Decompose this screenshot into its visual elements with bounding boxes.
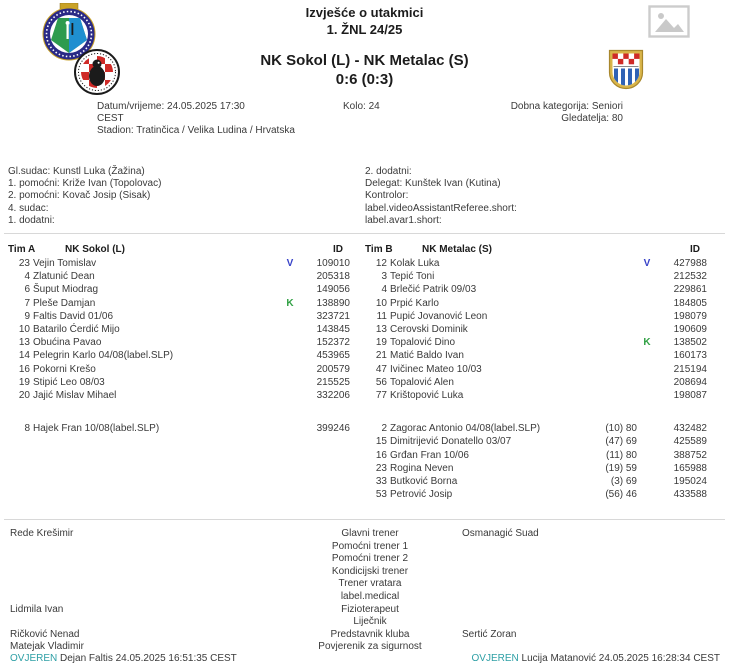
player-row — [365, 349, 707, 362]
match-round: Kolo: 24 — [343, 101, 380, 112]
player-id: 138502 — [673, 337, 707, 349]
player-name: Obućina Pavao — [33, 337, 102, 349]
player-sub-info — [589, 323, 637, 336]
official-entry: 1. pomoćni: Križe Ivan (Topolovac) — [8, 178, 162, 190]
player-badge — [637, 283, 657, 296]
match-stadium: Stadion: Tratinčica / Velika Ludina / Hrvatska — [97, 125, 295, 136]
player-id: 200579 — [316, 363, 350, 375]
report-title: Izvješće o utakmici — [305, 5, 424, 20]
match-title: NK Sokol (L) - NK Metalac (S) — [260, 52, 469, 69]
staff-role-label: Fizioterapeut — [341, 603, 399, 615]
player-name: Batarilo Ćerdić Mijo — [33, 324, 120, 336]
player-name: Zlatunić Dean — [33, 271, 95, 283]
verification-left — [10, 653, 237, 665]
player-sub-info — [589, 310, 637, 323]
staff-section — [0, 528, 729, 654]
player-number: 2 — [381, 423, 387, 435]
official-entry: label.videoAssistantReferee.short: — [365, 202, 517, 214]
player-sub-info — [232, 310, 280, 323]
verified-status-left: OVJEREN — [10, 653, 58, 664]
staff-row — [0, 629, 729, 642]
player-badge: K — [643, 337, 651, 349]
player-id: 190609 — [673, 324, 707, 336]
player-sub-info: (11) 80 — [606, 449, 637, 461]
player-badge — [280, 422, 300, 435]
official-entry: Gl.sudac: Kunstl Luka (Žažina) — [8, 166, 145, 177]
staff-role-label: Povjerenik za sigurnost — [318, 641, 422, 653]
player-sub-info — [232, 389, 280, 402]
player-badge — [637, 323, 657, 336]
player-badge — [280, 363, 300, 376]
official-entry: 4. sudac: — [8, 202, 49, 214]
player-badge — [280, 323, 300, 336]
player-number: 10 — [18, 324, 30, 336]
staff-role-label: label.medical — [340, 590, 400, 602]
player-row — [365, 323, 707, 336]
player-row — [365, 297, 707, 310]
player-id: 109010 — [316, 258, 350, 269]
player-row — [8, 363, 350, 376]
player-sub-info — [589, 363, 637, 376]
player-badge — [280, 283, 300, 296]
player-number: 4 — [381, 284, 387, 296]
officials-left-column — [8, 166, 161, 227]
player-number: 16 — [375, 449, 387, 461]
player-sub-info: (47) 69 — [605, 436, 637, 448]
player-id: 332206 — [316, 390, 350, 402]
player-number: 12 — [375, 258, 387, 269]
roster-b-header — [365, 243, 707, 257]
player-badge — [637, 462, 657, 475]
player-id: 432482 — [673, 423, 707, 435]
player-id: 399246 — [316, 423, 350, 435]
player-name: Jajić Mislav Mihael — [33, 390, 117, 402]
player-id: 195024 — [673, 476, 707, 488]
player-number: 4 — [24, 271, 30, 283]
player-number: 9 — [24, 310, 30, 322]
player-row — [8, 422, 350, 435]
player-number: 23 — [375, 462, 387, 474]
player-sub-info — [232, 376, 280, 389]
player-row — [8, 310, 350, 323]
official-entry: 2. dodatni: — [365, 166, 412, 177]
player-number: 33 — [375, 476, 387, 488]
player-id: 208694 — [673, 376, 707, 388]
player-row — [365, 257, 707, 270]
player-name: Topalović Alen — [390, 376, 454, 388]
player-name: Brlečić Patrik 09/03 — [390, 284, 477, 296]
player-id: 198087 — [673, 390, 707, 402]
player-badge — [280, 336, 300, 349]
team-b-starters — [365, 257, 707, 402]
player-id: 388752 — [673, 449, 707, 461]
team-a-id-header: ID — [333, 244, 343, 255]
player-name: Matić Baldo Ivan — [390, 350, 464, 362]
player-name: Hajek Fran 10/08(label.SLP) — [33, 423, 160, 435]
staff-role-label: Trener vratara — [338, 578, 402, 590]
player-number: 3 — [381, 271, 387, 283]
player-badge — [280, 270, 300, 283]
player-row — [8, 389, 350, 402]
player-number: 13 — [375, 324, 387, 336]
team-a-substitutes — [8, 422, 350, 435]
player-badge — [280, 310, 300, 323]
player-sub-info — [232, 283, 280, 296]
team-b-club-name: NK Metalac (S) — [422, 244, 493, 255]
player-sub-info — [589, 283, 637, 296]
team-b-id-header: ID — [690, 244, 700, 255]
official-entry: 2. pomoćni: Kovač Josip (Sisak) — [8, 190, 151, 202]
player-number: 53 — [375, 489, 387, 501]
staff-home-name: Rede Krešimir — [10, 528, 74, 539]
player-id: 215194 — [673, 363, 707, 375]
player-name: Topalović Dino — [390, 337, 456, 349]
player-name: Ivičinec Mateo 10/03 — [390, 363, 482, 375]
player-name: Stipić Leo 08/03 — [33, 376, 105, 388]
team-a-starters — [8, 257, 350, 402]
player-name: Faltis David 01/06 — [33, 310, 114, 322]
player-badge — [637, 297, 657, 310]
player-number: 56 — [375, 376, 387, 388]
match-datetime-line2: CEST — [97, 113, 124, 124]
staff-role-label: Predstavnik kluba — [330, 628, 410, 640]
staff-role-label: Glavni trener — [341, 528, 399, 539]
player-row — [365, 449, 707, 462]
player-row — [8, 270, 350, 283]
player-sub-info — [232, 270, 280, 283]
player-sub-info — [232, 363, 280, 376]
player-name: Pokorni Krešo — [33, 363, 96, 375]
staff-role-label: Pomoćni trener 1 — [331, 540, 409, 552]
verified-status-right: OVJEREN — [471, 653, 519, 664]
player-row — [8, 376, 350, 389]
player-name: Šuput Miodrag — [33, 284, 99, 296]
player-badge — [637, 376, 657, 389]
player-id: 165988 — [673, 462, 707, 474]
player-sub-info — [232, 422, 280, 435]
player-row — [8, 257, 350, 270]
staff-row — [0, 553, 729, 566]
player-badge — [280, 389, 300, 402]
player-badge — [637, 349, 657, 362]
player-id: 427988 — [673, 258, 707, 269]
player-name: Grđan Fran 10/06 — [390, 449, 469, 461]
player-badge — [637, 310, 657, 323]
player-number: 10 — [375, 297, 387, 309]
staff-away-name: Sertić Zoran — [462, 628, 517, 640]
player-badge — [637, 389, 657, 402]
player-name: Rogina Neven — [390, 462, 454, 474]
player-id: 323721 — [316, 310, 350, 322]
player-badge — [637, 488, 657, 501]
header-titles — [0, 4, 729, 89]
player-name: Kolak Luka — [390, 258, 440, 269]
officials-right-column — [365, 166, 517, 227]
player-id: 205318 — [316, 271, 350, 283]
player-sub-info: (3) 69 — [610, 476, 637, 488]
player-sub-info — [232, 257, 280, 270]
player-number: 19 — [375, 337, 387, 349]
player-row — [365, 363, 707, 376]
player-number: 23 — [18, 258, 30, 269]
separator-line — [4, 233, 725, 234]
player-name: Tepić Toni — [390, 271, 435, 283]
team-a-label: Tim A — [8, 244, 36, 255]
staff-home-name: Ričković Nenad — [10, 628, 80, 640]
player-sub-info — [232, 323, 280, 336]
match-datetime-line1: Datum/vrijeme: 24.05.2025 17:30 — [97, 101, 245, 112]
verified-by-right: Lucija Matanović 24.05.2025 16:28:34 CEST — [521, 653, 720, 664]
player-number: 77 — [375, 390, 387, 402]
player-sub-info — [589, 376, 637, 389]
player-badge — [637, 449, 657, 462]
player-row — [365, 389, 707, 402]
player-row — [8, 349, 350, 362]
official-entry: Kontrolor: — [365, 190, 409, 202]
player-name: Prpić Karlo — [390, 297, 439, 309]
staff-row — [0, 541, 729, 554]
player-name: Dimitrijević Donatello 03/07 — [390, 436, 512, 448]
player-id: 229861 — [673, 284, 707, 296]
player-row — [365, 270, 707, 283]
team-a-club-name: NK Sokol (L) — [65, 244, 125, 255]
player-badge: V — [286, 258, 294, 269]
player-row — [365, 475, 707, 488]
player-sub-info — [589, 389, 637, 402]
player-sub-info — [232, 336, 280, 349]
verification-footer — [10, 653, 720, 665]
player-row — [8, 297, 350, 310]
match-category: Dobna kategorija: Seniori — [510, 101, 623, 112]
player-id: 160173 — [673, 350, 707, 362]
player-number: 19 — [18, 376, 30, 388]
player-badge — [280, 376, 300, 389]
roster-a-header — [8, 243, 350, 257]
staff-row — [0, 566, 729, 579]
player-row — [8, 283, 350, 296]
player-id: 215525 — [316, 376, 350, 388]
player-number: 15 — [375, 436, 387, 448]
player-name: Zagorac Antonio 04/08(label.SLP) — [390, 423, 541, 435]
player-badge: V — [643, 258, 651, 269]
roster-gap — [8, 402, 350, 422]
player-row — [365, 435, 707, 448]
player-id: 425589 — [673, 436, 707, 448]
staff-role-label: Kondicijski trener — [331, 565, 409, 577]
player-name: Butković Borna — [390, 476, 458, 488]
player-row — [8, 336, 350, 349]
match-score: 0:6 (0:3) — [335, 71, 394, 88]
roster-team-a — [8, 243, 350, 435]
verification-right — [472, 653, 720, 665]
staff-row — [0, 591, 729, 604]
match-attendance: Gledatelja: 80 — [561, 113, 623, 124]
player-sub-info — [589, 297, 637, 310]
official-entry: Delegat: Kunštek Ivan (Kutina) — [365, 178, 501, 190]
player-number: 14 — [18, 350, 30, 362]
player-row — [365, 283, 707, 296]
roster-team-b — [365, 243, 707, 501]
player-row — [365, 488, 707, 501]
player-row — [365, 310, 707, 323]
player-name: Petrović Josip — [390, 489, 453, 501]
staff-row — [0, 616, 729, 629]
official-entry: label.avar1.short: — [365, 214, 442, 226]
verified-by-left: Dejan Faltis 24.05.2025 16:51:35 CEST — [60, 653, 237, 664]
player-badge — [637, 435, 657, 448]
player-name: Vejin Tomislav — [33, 258, 97, 269]
player-name: Pelegrin Karlo 04/08(label.SLP) — [33, 350, 174, 362]
player-badge — [280, 349, 300, 362]
staff-home-name: Lidmila Ivan — [10, 603, 64, 615]
player-number: 20 — [18, 390, 30, 402]
player-id: 138890 — [316, 297, 350, 309]
player-number: 16 — [18, 363, 30, 375]
player-name: Pupić Jovanović Leon — [390, 310, 488, 322]
match-category-attendance — [511, 101, 623, 125]
roster-gap — [365, 402, 707, 422]
player-name: Cerovski Dominik — [390, 324, 468, 336]
player-number: 8 — [24, 423, 30, 435]
player-sub-info — [589, 270, 637, 283]
player-row — [365, 462, 707, 475]
player-sub-info — [589, 257, 637, 270]
player-id: 152372 — [316, 337, 350, 349]
player-number: 13 — [18, 337, 30, 349]
staff-row — [0, 528, 729, 541]
staff-home-name: Matejak Vladimir — [10, 641, 84, 653]
player-sub-info — [232, 297, 280, 310]
player-row — [365, 422, 707, 435]
staff-role-label: Liječnik — [353, 616, 387, 628]
player-id: 198079 — [673, 310, 707, 322]
player-name: Pleše Damjan — [33, 297, 96, 309]
player-number: 11 — [376, 310, 387, 322]
player-id: 149056 — [316, 284, 350, 296]
team-b-substitutes — [365, 422, 707, 501]
player-number: 47 — [375, 363, 387, 375]
player-badge: K — [286, 297, 294, 309]
player-id: 143845 — [316, 324, 350, 336]
league-title: 1. ŽNL 24/25 — [326, 22, 403, 37]
player-sub-info: (10) 80 — [605, 423, 637, 435]
player-badge — [637, 475, 657, 488]
match-datetime-stadium — [97, 101, 295, 137]
player-number: 6 — [24, 284, 30, 296]
player-row — [365, 376, 707, 389]
player-sub-info: (56) 46 — [605, 489, 637, 501]
separator-line — [4, 519, 725, 520]
player-id: 453965 — [316, 350, 350, 362]
player-row — [365, 336, 707, 349]
player-sub-info — [589, 336, 637, 349]
player-id: 212532 — [673, 271, 707, 283]
staff-row — [0, 604, 729, 617]
staff-role-label: Pomoćni trener 2 — [331, 553, 409, 565]
player-id: 433588 — [673, 489, 707, 501]
player-badge — [637, 270, 657, 283]
official-entry: 1. dodatni: — [8, 214, 55, 226]
player-sub-info — [589, 349, 637, 362]
player-row — [8, 323, 350, 336]
player-number: 7 — [24, 297, 30, 309]
player-id: 184805 — [673, 297, 707, 309]
staff-row — [0, 578, 729, 591]
player-badge — [637, 422, 657, 435]
player-number: 21 — [375, 350, 387, 362]
player-name: Krištopović Luka — [390, 390, 464, 402]
player-sub-info: (19) 59 — [605, 462, 637, 474]
player-sub-info — [232, 349, 280, 362]
player-badge — [637, 363, 657, 376]
staff-away-name: Osmanagić Suad — [462, 528, 539, 539]
team-b-label: Tim B — [365, 244, 393, 255]
